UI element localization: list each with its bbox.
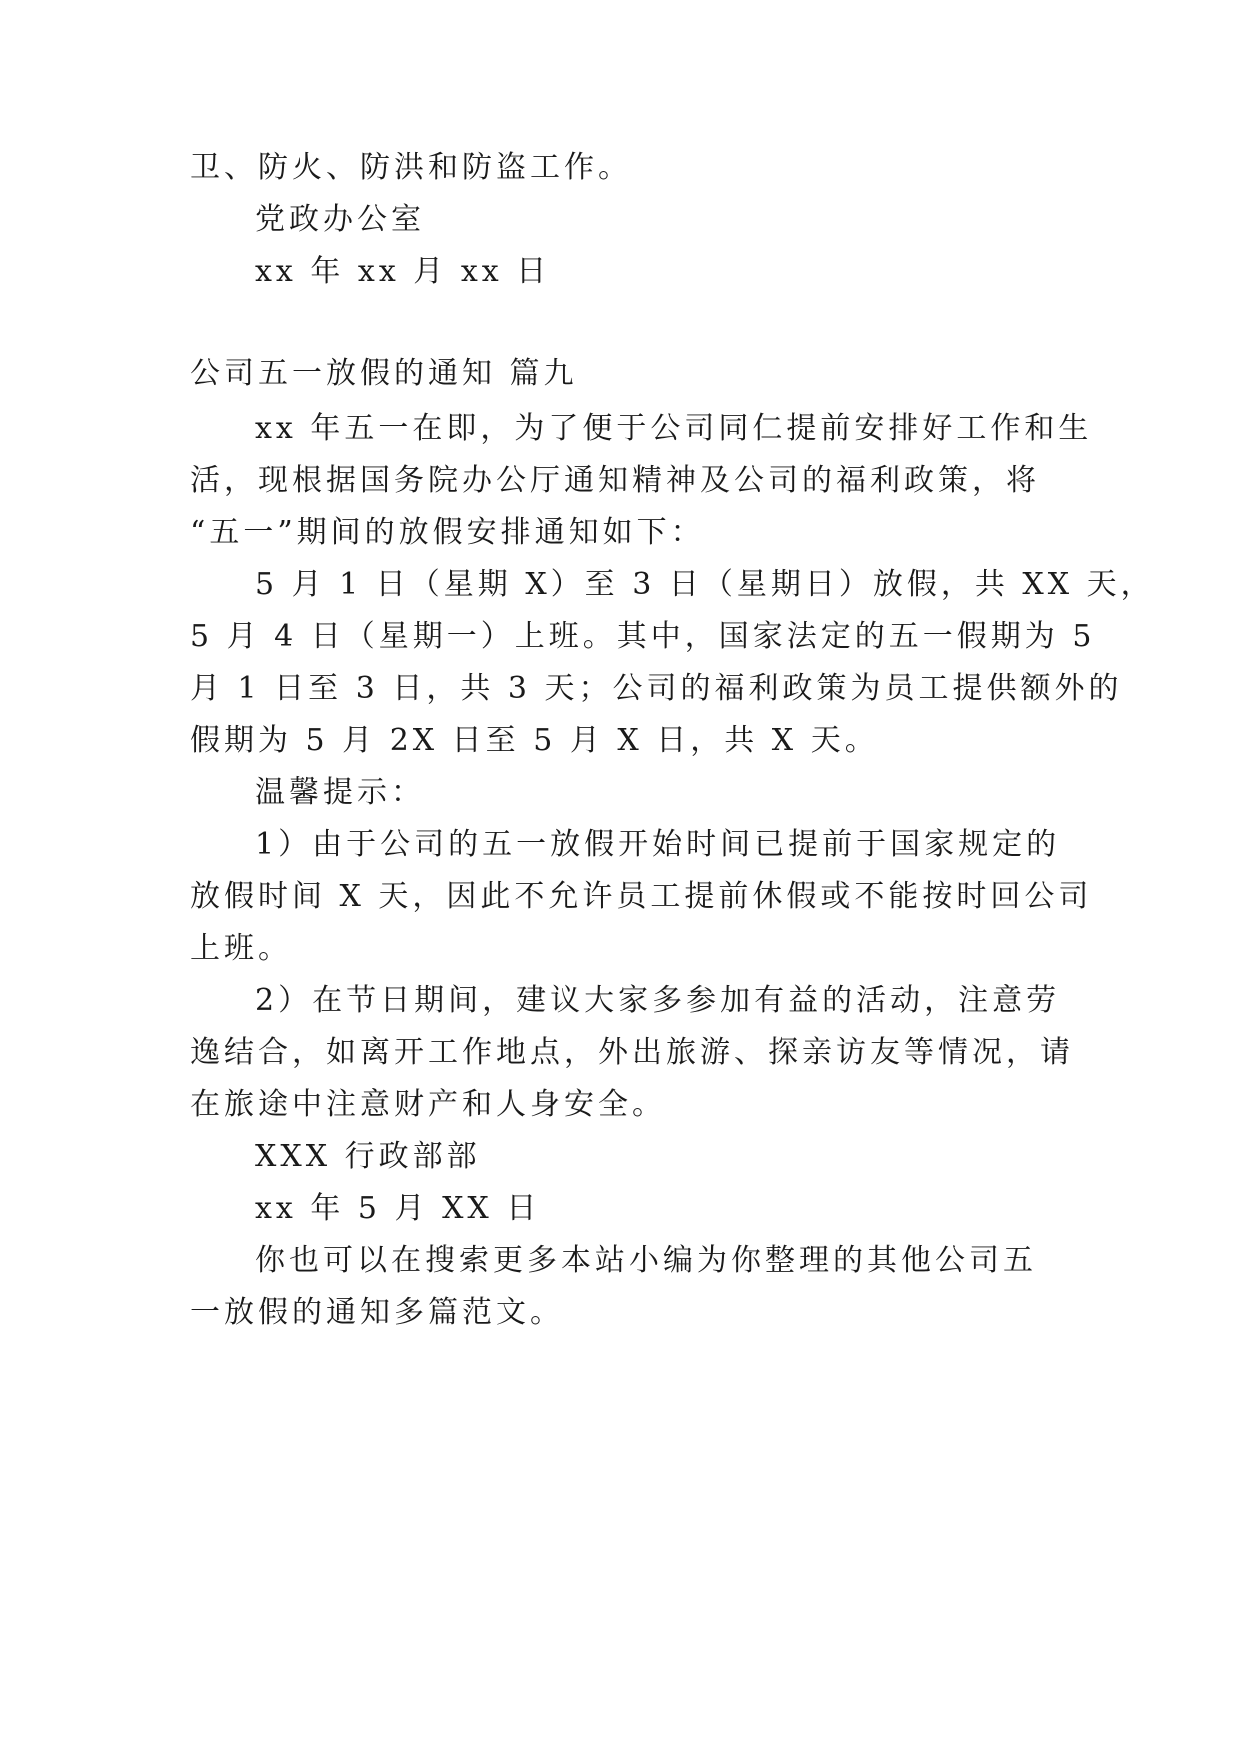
- previous-signature-date: xx 年 xx 月 xx 日: [255, 254, 551, 289]
- intro-line: xx 年五一在即，为了便于公司同仁提前安排好工作和生: [255, 411, 1093, 446]
- tip2-line: 逸结合，如离开工作地点，外出旅游、探亲访友等情况，请: [190, 1035, 1074, 1070]
- schedule-line: 月 1 日至 3 日，共 3 天；公司的福利政策为员工提供额外的: [190, 671, 1123, 706]
- schedule-line: 5 月 4 日（星期一）上班。其中，国家法定的五一假期为 5: [190, 619, 1096, 654]
- tip2-line: 2）在节日期间，建议大家多参加有益的活动，注意劳: [255, 983, 1061, 1018]
- closing-line: 你也可以在搜索更多本站小编为你整理的其他公司五: [255, 1243, 1037, 1278]
- previous-notice-ending: 卫、防火、防洪和防盗工作。: [190, 150, 632, 185]
- closing-line: 一放假的通知多篇范文。: [190, 1295, 564, 1330]
- signature-org: XXX 行政部部: [255, 1139, 481, 1174]
- tips-heading: 温馨提示：: [255, 775, 425, 810]
- intro-line: “五一”期间的放假安排通知如下：: [190, 515, 705, 550]
- tip1-line: 上班。: [190, 931, 292, 966]
- tip2-line: 在旅途中注意财产和人身安全。: [190, 1087, 666, 1122]
- intro-line: 活，现根据国务院办公厅通知精神及公司的福利政策，将: [190, 463, 1040, 498]
- section-title: 公司五一放假的通知 篇九: [190, 356, 578, 391]
- signature-date: xx 年 5 月 XX 日: [255, 1191, 541, 1226]
- schedule-line: 5 月 1 日（星期 X）至 3 日（星期日）放假，共 XX 天，: [255, 567, 1155, 602]
- tip1-line: 1）由于公司的五一放假开始时间已提前于国家规定的: [255, 827, 1061, 862]
- previous-signature-org: 党政办公室: [255, 202, 425, 237]
- tip1-line: 放假时间 X 天，因此不允许员工提前休假或不能按时回公司: [190, 879, 1093, 914]
- schedule-line: 假期为 5 月 2X 日至 5 月 X 日，共 X 天。: [190, 723, 879, 758]
